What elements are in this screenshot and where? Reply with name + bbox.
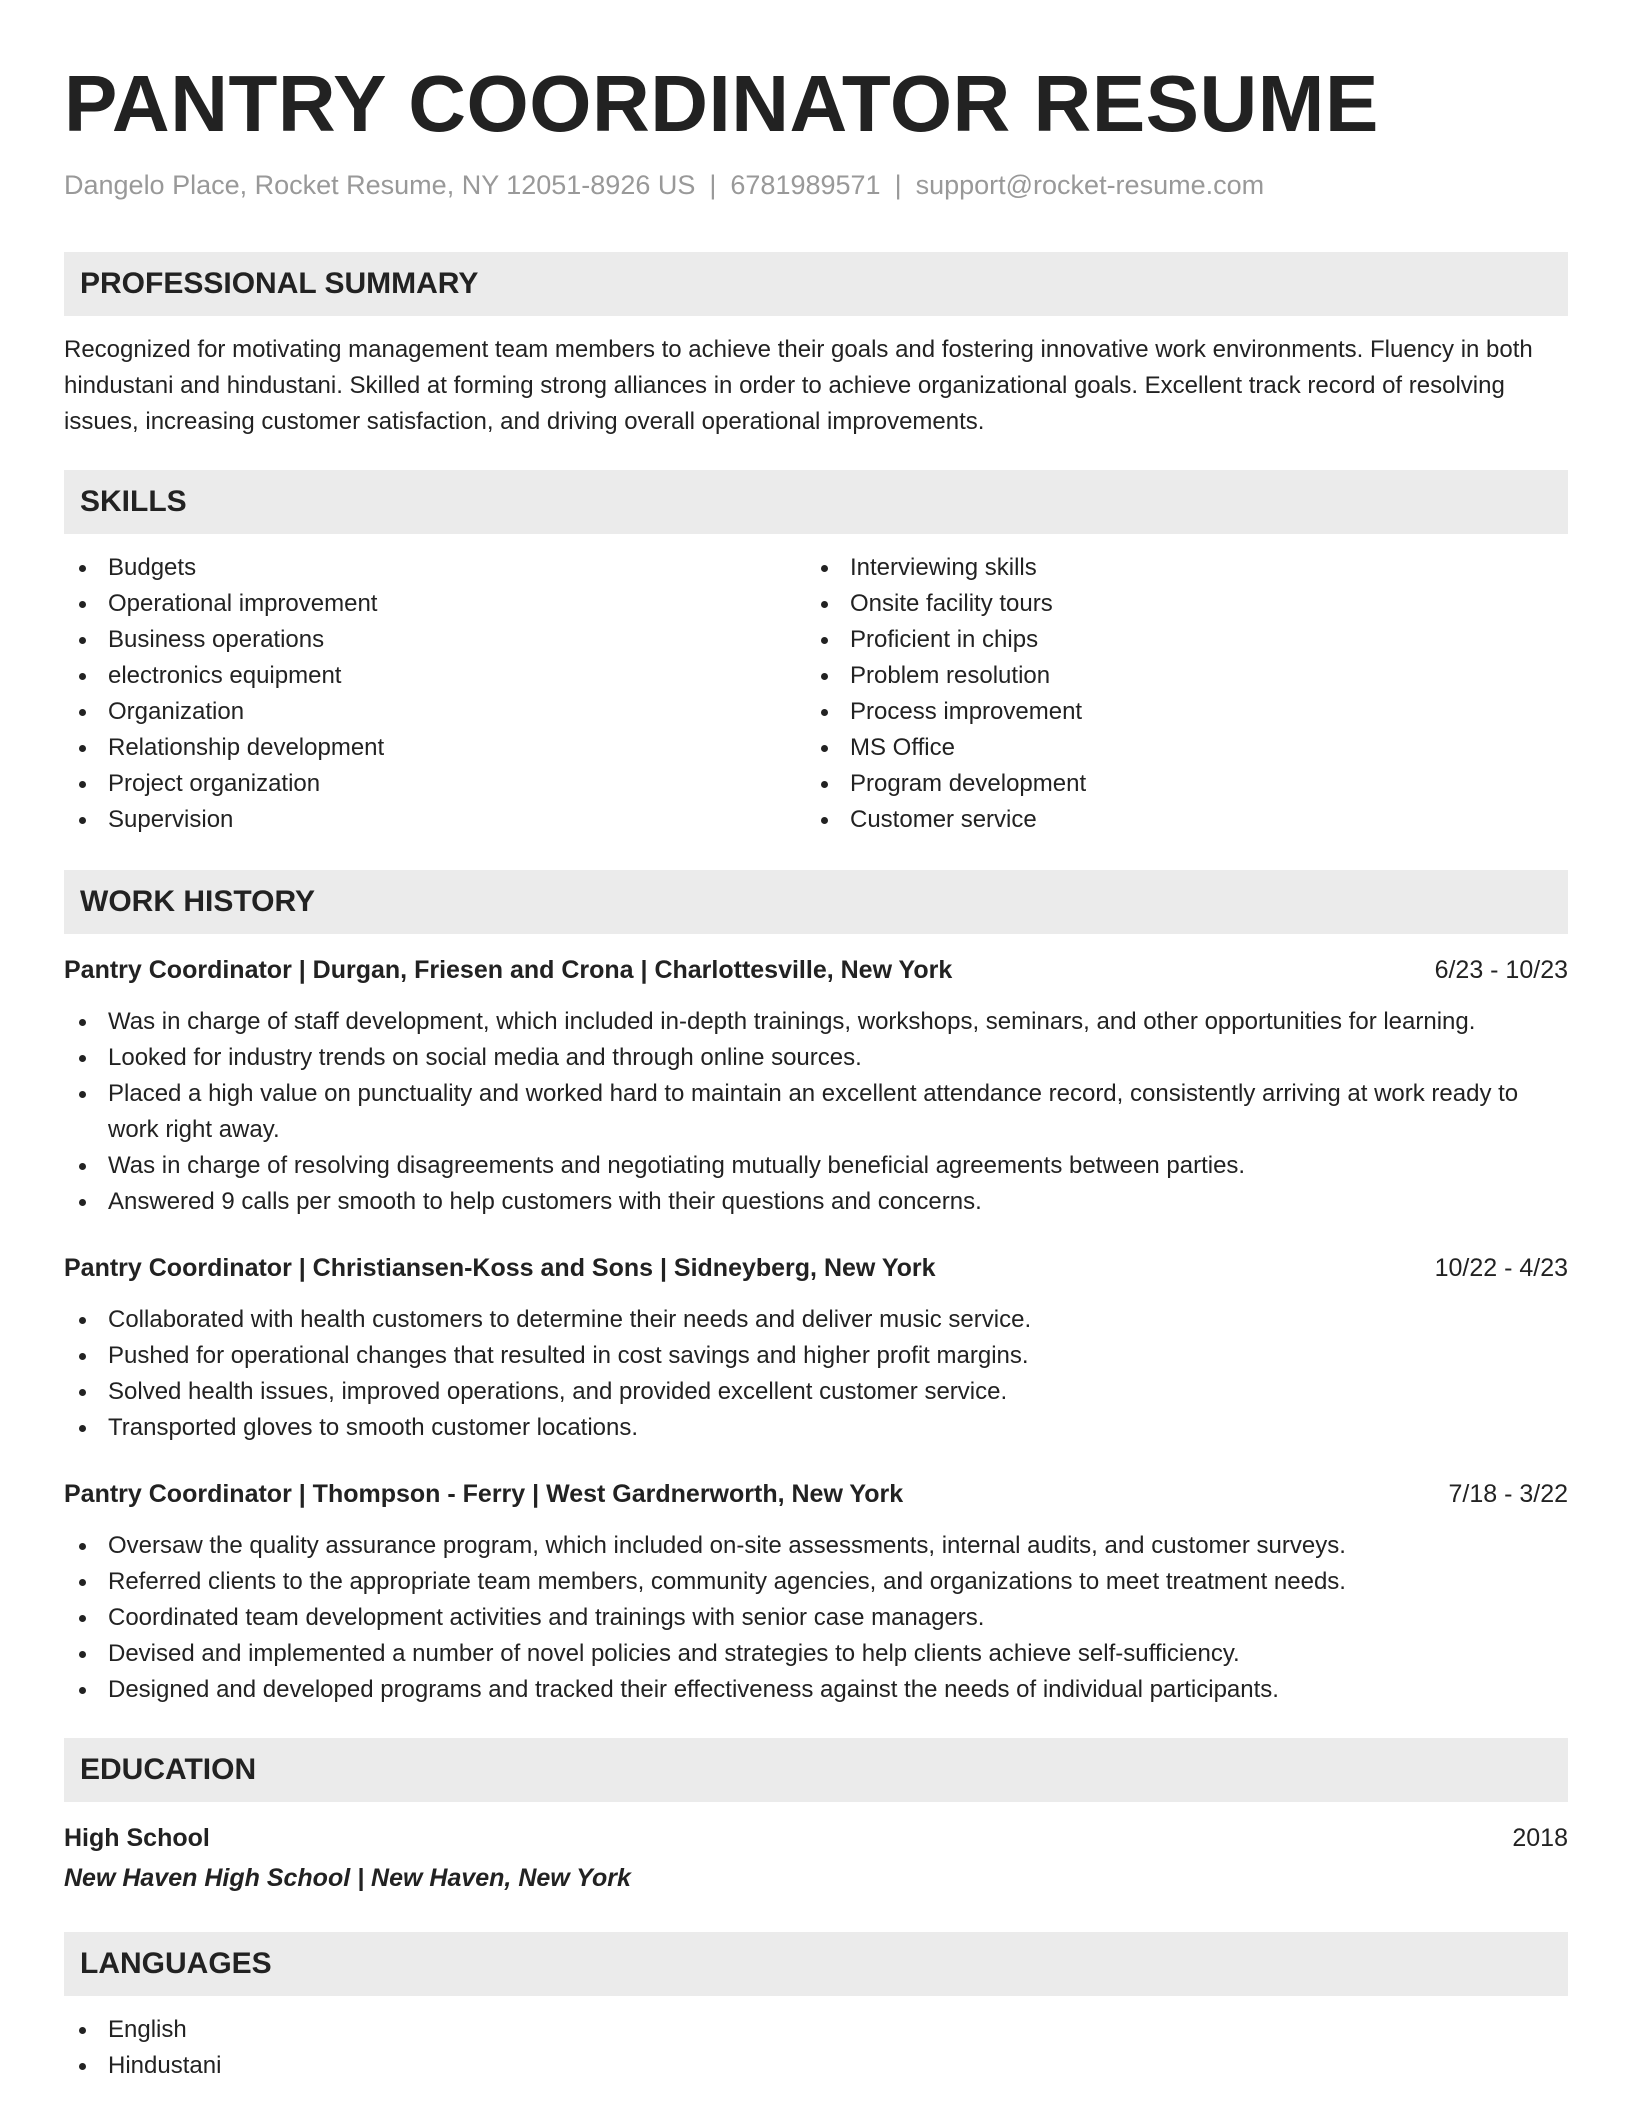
job-title: Pantry Coordinator | Christiansen-Koss and Sons | Sidneyberg, New York (64, 1254, 936, 1282)
job-duty-item: Oversaw the quality assurance program, which included on-site assessments, internal audits, and customer surveys. (64, 1528, 1568, 1564)
section-heading-languages: LANGUAGES (64, 1932, 1568, 1996)
job-dates: 10/22 - 4/23 (1434, 1254, 1568, 1282)
job-title: Pantry Coordinator | Thompson - Ferry | West Gardnerworth, New York (64, 1480, 904, 1508)
job-duty-item: Designed and developed programs and tracked their effectiveness against the needs of individual participants. (64, 1672, 1568, 1708)
skill-item: Budgets (64, 550, 806, 586)
section-heading-summary: PROFESSIONAL SUMMARY (64, 252, 1568, 316)
skills-list (64, 550, 1568, 838)
skill-item: Organization (64, 694, 806, 730)
job-entry (64, 1476, 1568, 1708)
section-heading-education: EDUCATION (64, 1738, 1568, 1802)
section-heading-work-history: WORK HISTORY (64, 870, 1568, 934)
job-duty-item: Referred clients to the appropriate team members, community agencies, and organizations to meet treatment needs. (64, 1564, 1568, 1600)
skill-item: Operational improvement (64, 586, 806, 622)
job-title: Pantry Coordinator | Durgan, Friesen and Crona | Charlottesville, New York (64, 956, 953, 984)
skill-item: Supervision (64, 802, 806, 838)
education-year: 2018 (1512, 1824, 1568, 1852)
skills-column-right (806, 550, 1548, 838)
job-duty-item: Devised and implemented a number of novel policies and strategies to help clients achieve self-sufficiency. (64, 1636, 1568, 1672)
contact-phone: 6781989571 (730, 170, 881, 200)
skill-item: MS Office (806, 730, 1548, 766)
skill-item: Proficient in chips (806, 622, 1548, 658)
language-item: English (64, 2012, 1568, 2048)
job-entry (64, 952, 1568, 1220)
skill-item: Project organization (64, 766, 806, 802)
job-duty-item: Placed a high value on punctuality and worked hard to maintain an excellent attendance record, consistently arriving at work ready to work right away. (64, 1076, 1568, 1148)
education-entry (64, 1820, 1568, 1896)
summary-text: Recognized for motivating management team members to achieve their goals and fostering innovative work environments. Fluency in both hindustani and hindustani. Skilled at forming strong alliances in order to achieve organizational goals. Excellent track record of resolving issues, increasing customer satisfaction, and driving overall operational improvements. (64, 336, 1533, 435)
job-duty-item: Pushed for operational changes that resulted in cost savings and higher profit margins. (64, 1338, 1568, 1374)
job-duties (64, 1302, 1568, 1446)
job-duty-item: Solved health issues, improved operations, and provided excellent customer service. (64, 1374, 1568, 1410)
job-duty-item: Looked for industry trends on social media and through online sources. (64, 1040, 1568, 1076)
section-heading-skills: SKILLS (64, 470, 1568, 534)
job-duty-item: Coordinated team development activities and trainings with senior case managers. (64, 1600, 1568, 1636)
contact-email: support@rocket-resume.com (915, 170, 1265, 200)
skill-item: Program development (806, 766, 1548, 802)
contact-address: Dangelo Place, Rocket Resume, NY 12051-8926 US (64, 170, 696, 200)
education-degree: High School (64, 1824, 210, 1852)
contact-separator: | (894, 170, 902, 200)
job-duty-item: Collaborated with health customers to determine their needs and deliver music service. (64, 1302, 1568, 1338)
skill-item: Process improvement (806, 694, 1548, 730)
job-duty-item: Was in charge of resolving disagreements and negotiating mutually beneficial agreements between parties. (64, 1148, 1568, 1184)
contact-separator: | (709, 170, 717, 200)
job-duty-item: Answered 9 calls per smooth to help customers with their questions and concerns. (64, 1184, 1568, 1220)
skill-item: Problem resolution (806, 658, 1548, 694)
contact-line (64, 168, 1568, 202)
skills-column-left (64, 550, 806, 838)
job-duties (64, 1528, 1568, 1708)
skill-item: Interviewing skills (806, 550, 1548, 586)
job-duty-item: Transported gloves to smooth customer locations. (64, 1410, 1568, 1446)
languages-list (64, 2012, 1568, 2084)
resume-title: PANTRY COORDINATOR RESUME (64, 59, 1379, 148)
job-dates: 7/18 - 3/22 (1448, 1480, 1568, 1508)
skill-item: Customer service (806, 802, 1548, 838)
skill-item: Business operations (64, 622, 806, 658)
job-dates: 6/23 - 10/23 (1434, 956, 1568, 984)
job-duty-item: Was in charge of staff development, which included in-depth trainings, workshops, seminars, and other opportunities for learning. (64, 1004, 1568, 1040)
job-duties (64, 1004, 1568, 1220)
skill-item: Relationship development (64, 730, 806, 766)
skill-item: Onsite facility tours (806, 586, 1548, 622)
skill-item: electronics equipment (64, 658, 806, 694)
job-entry (64, 1250, 1568, 1446)
education-school: New Haven High School | New Haven, New York (64, 1864, 631, 1892)
language-item: Hindustani (64, 2048, 1568, 2084)
